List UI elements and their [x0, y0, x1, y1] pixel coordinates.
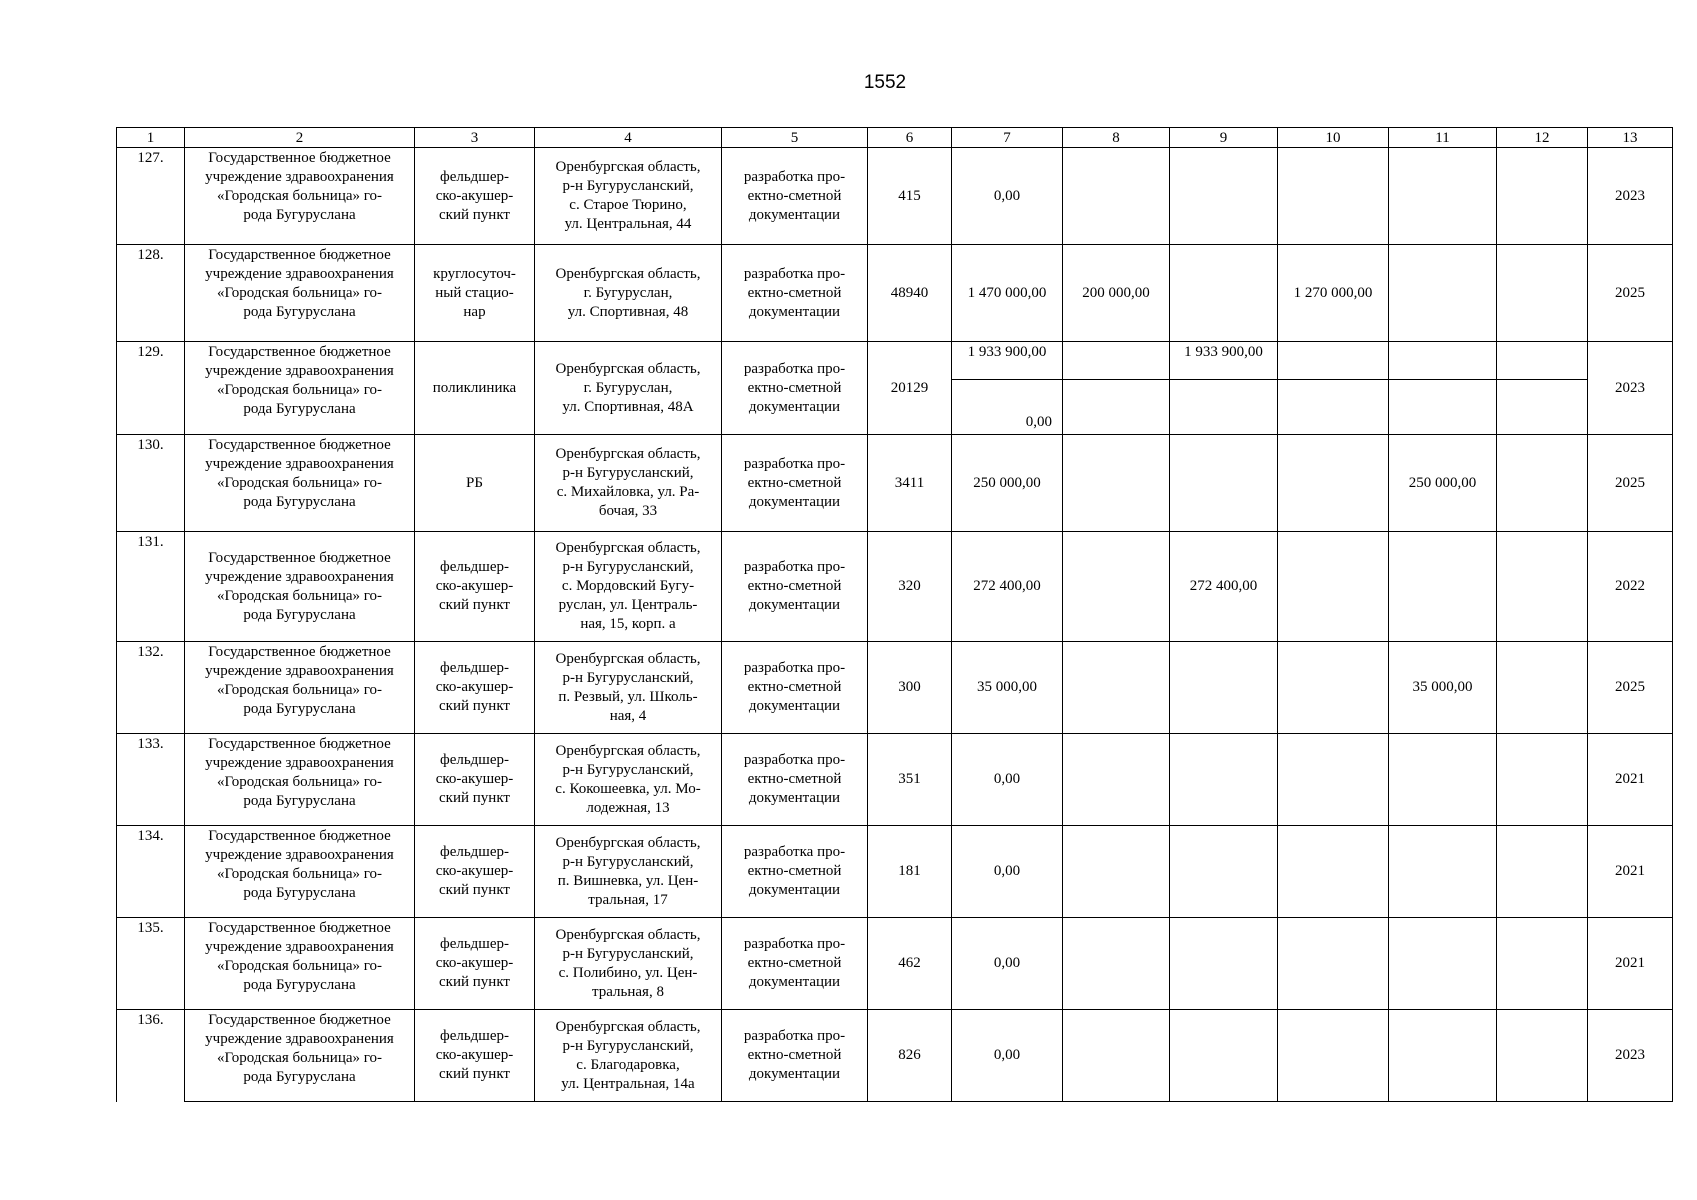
cost-col-8 [1063, 918, 1170, 1010]
cost-col-8 [1063, 148, 1170, 245]
cost-col-8 [1063, 826, 1170, 918]
facility-address: Оренбургская область, р-н Бугурусланский, с. Благодаровка, ул. Центральная, 14а [535, 1010, 722, 1102]
work-type: разработка про- ектно-сметной документации [722, 826, 868, 918]
cost-col-12 [1497, 734, 1588, 826]
column-header: 6 [868, 128, 952, 148]
column-header: 3 [415, 128, 535, 148]
year-value: 2023 [1588, 148, 1673, 245]
cost-col-12 [1497, 1010, 1588, 1102]
organization-name: Государственное бюджетное учреждение здравоохранения «Городская больница» го- рода Бугуруслана [185, 342, 415, 435]
page-number: 1552 [863, 72, 907, 93]
cost-col-11 [1389, 1010, 1497, 1102]
cost-total: 1 933 900,00 [952, 342, 1063, 380]
cost-col-10 [1278, 148, 1389, 245]
table-row [117, 532, 1673, 642]
cost-col-8: 200 000,00 [1063, 245, 1170, 342]
row-number: 132. [117, 642, 185, 734]
facility-address: Оренбургская область, р-н Бугурусланский, п. Вишневка, ул. Цен- тральная, 17 [535, 826, 722, 918]
cost-col-9 [1170, 826, 1278, 918]
facility-address: Оренбургская область, р-н Бугурусланский, с. Михайловка, ул. Ра- бочая, 33 [535, 435, 722, 532]
column-header: 11 [1389, 128, 1497, 148]
cost-col-10: 1 270 000,00 [1278, 245, 1389, 342]
year-value: 2025 [1588, 642, 1673, 734]
area-value: 3411 [868, 435, 952, 532]
facility-table [116, 127, 1673, 1102]
year-value: 2025 [1588, 245, 1673, 342]
organization-name: Государственное бюджетное учреждение здравоохранения «Городская больница» го- рода Бугуруслана [185, 1010, 415, 1102]
row-number: 130. [117, 435, 185, 532]
cost-col-10 [1278, 435, 1389, 532]
row-number: 133. [117, 734, 185, 826]
facility-type: фельдшер- ско-акушер- ский пункт [415, 148, 535, 245]
cost-total: 0,00 [952, 918, 1063, 1010]
area-value: 415 [868, 148, 952, 245]
cost-col-8 [1063, 734, 1170, 826]
column-header: 4 [535, 128, 722, 148]
organization-name: Государственное бюджетное учреждение здравоохранения «Городская больница» го- рода Бугуруслана [185, 435, 415, 532]
cost-col-9 [1170, 245, 1278, 342]
year-value: 2021 [1588, 826, 1673, 918]
column-header: 12 [1497, 128, 1588, 148]
table-row [117, 342, 1673, 380]
cost-col-8 [1063, 1010, 1170, 1102]
facility-address: Оренбургская область, г. Бугуруслан, ул. Спортивная, 48 [535, 245, 722, 342]
work-type: разработка про- ектно-сметной документации [722, 245, 868, 342]
row-number: 136. [117, 1010, 185, 1102]
table-row [117, 148, 1673, 245]
work-type: разработка про- ектно-сметной документации [722, 148, 868, 245]
cost-col-12 [1497, 532, 1588, 642]
empty-cell [1170, 380, 1278, 435]
facility-type: фельдшер- ско-акушер- ский пункт [415, 734, 535, 826]
facility-address: Оренбургская область, р-н Бугурусланский, с. Кокошеевка, ул. Мо- лодежная, 13 [535, 734, 722, 826]
cost-col-8 [1063, 342, 1170, 380]
cost-col-11: 35 000,00 [1389, 642, 1497, 734]
year-value: 2021 [1588, 734, 1673, 826]
cost-total: 0,00 [952, 826, 1063, 918]
cost-col-9: 272 400,00 [1170, 532, 1278, 642]
facility-type: фельдшер- ско-акушер- ский пункт [415, 642, 535, 734]
cost-col-12 [1497, 342, 1588, 380]
year-value: 2023 [1588, 342, 1673, 435]
work-type: разработка про- ектно-сметной документации [722, 642, 868, 734]
cost-col-10 [1278, 826, 1389, 918]
empty-cell [1497, 380, 1588, 435]
year-value: 2021 [1588, 918, 1673, 1010]
table-row [117, 1010, 1673, 1102]
table-row [117, 435, 1673, 532]
facility-type: РБ [415, 435, 535, 532]
area-value: 826 [868, 1010, 952, 1102]
cost-total: 1 470 000,00 [952, 245, 1063, 342]
column-header: 1 [117, 128, 185, 148]
empty-cell [1063, 380, 1170, 435]
organization-name: Государственное бюджетное учреждение здравоохранения «Городская больница» го- рода Бугуруслана [185, 918, 415, 1010]
cost-total: 250 000,00 [952, 435, 1063, 532]
cost-col-9 [1170, 918, 1278, 1010]
cost-col-12 [1497, 918, 1588, 1010]
cost-col-11 [1389, 245, 1497, 342]
facility-type: фельдшер- ско-акушер- ский пункт [415, 532, 535, 642]
cost-col-10 [1278, 1010, 1389, 1102]
cost-col-11: 250 000,00 [1389, 435, 1497, 532]
row-number: 131. [117, 532, 185, 642]
cost-col-12 [1497, 245, 1588, 342]
cost-col-8 [1063, 642, 1170, 734]
column-header: 9 [1170, 128, 1278, 148]
facility-type: круглосуточ- ный стацио- нар [415, 245, 535, 342]
row-number: 134. [117, 826, 185, 918]
cost-col-9 [1170, 642, 1278, 734]
area-value: 48940 [868, 245, 952, 342]
organization-name: Государственное бюджетное учреждение здравоохранения «Городская больница» го- рода Бугуруслана [185, 245, 415, 342]
year-value: 2025 [1588, 435, 1673, 532]
table-row [117, 734, 1673, 826]
table-row [117, 642, 1673, 734]
organization-name: Государственное бюджетное учреждение здравоохранения «Городская больница» го- рода Бугуруслана [185, 826, 415, 918]
organization-name: Государственное бюджетное учреждение здравоохранения «Городская больница» го- рода Бугуруслана [185, 148, 415, 245]
table-row [117, 245, 1673, 342]
cost-col-11 [1389, 342, 1497, 380]
empty-cell [1389, 380, 1497, 435]
column-header: 5 [722, 128, 868, 148]
cost-col-10 [1278, 918, 1389, 1010]
work-type: разработка про- ектно-сметной документации [722, 342, 868, 435]
area-value: 20129 [868, 342, 952, 435]
table-row [117, 826, 1673, 918]
cost-col-11 [1389, 532, 1497, 642]
cost-col-9 [1170, 1010, 1278, 1102]
facility-address: Оренбургская область, р-н Бугурусланский, с. Мордовский Бугу- руслан, ул. Централь- ная, 15, корп. а [535, 532, 722, 642]
cost-col-12 [1497, 826, 1588, 918]
facility-address: Оренбургская область, р-н Бугурусланский, с. Полибино, ул. Цен- тральная, 8 [535, 918, 722, 1010]
cost-total: 0,00 [952, 148, 1063, 245]
cost-total-secondary: 0,00 [952, 380, 1063, 435]
cost-col-12 [1497, 642, 1588, 734]
column-header: 10 [1278, 128, 1389, 148]
area-value: 462 [868, 918, 952, 1010]
cost-col-11 [1389, 826, 1497, 918]
cost-col-10 [1278, 642, 1389, 734]
table-row [117, 918, 1673, 1010]
cost-col-11 [1389, 148, 1497, 245]
cost-total: 0,00 [952, 734, 1063, 826]
year-value: 2022 [1588, 532, 1673, 642]
cost-col-8 [1063, 435, 1170, 532]
area-value: 320 [868, 532, 952, 642]
cost-col-10 [1278, 342, 1389, 380]
facility-type: поликлиника [415, 342, 535, 435]
work-type: разработка про- ектно-сметной документации [722, 532, 868, 642]
row-number: 127. [117, 148, 185, 245]
cost-col-12 [1497, 435, 1588, 532]
cost-col-9: 1 933 900,00 [1170, 342, 1278, 380]
column-header: 7 [952, 128, 1063, 148]
row-number: 129. [117, 342, 185, 435]
cost-col-9 [1170, 734, 1278, 826]
organization-name: Государственное бюджетное учреждение здравоохранения «Городская больница» го- рода Бугуруслана [185, 532, 415, 642]
area-value: 181 [868, 826, 952, 918]
column-header: 8 [1063, 128, 1170, 148]
cost-col-11 [1389, 918, 1497, 1010]
area-value: 300 [868, 642, 952, 734]
facility-type: фельдшер- ско-акушер- ский пункт [415, 918, 535, 1010]
cost-col-8 [1063, 532, 1170, 642]
facility-address: Оренбургская область, р-н Бугурусланский, с. Старое Тюрино, ул. Центральная, 44 [535, 148, 722, 245]
facility-address: Оренбургская область, р-н Бугурусланский, п. Резвый, ул. Школь- ная, 4 [535, 642, 722, 734]
area-value: 351 [868, 734, 952, 826]
row-number: 128. [117, 245, 185, 342]
work-type: разработка про- ектно-сметной документации [722, 1010, 868, 1102]
facility-type: фельдшер- ско-акушер- ский пункт [415, 826, 535, 918]
cost-col-12 [1497, 148, 1588, 245]
cost-col-10 [1278, 532, 1389, 642]
cost-col-9 [1170, 435, 1278, 532]
cost-total: 272 400,00 [952, 532, 1063, 642]
column-header: 13 [1588, 128, 1673, 148]
cost-col-10 [1278, 734, 1389, 826]
work-type: разработка про- ектно-сметной документации [722, 918, 868, 1010]
cost-col-9 [1170, 148, 1278, 245]
organization-name: Государственное бюджетное учреждение здравоохранения «Городская больница» го- рода Бугуруслана [185, 642, 415, 734]
work-type: разработка про- ектно-сметной документации [722, 435, 868, 532]
empty-cell [1278, 380, 1389, 435]
cost-total: 35 000,00 [952, 642, 1063, 734]
column-number-row [117, 128, 1673, 148]
facility-address: Оренбургская область, г. Бугуруслан, ул. Спортивная, 48А [535, 342, 722, 435]
row-number: 135. [117, 918, 185, 1010]
cost-total: 0,00 [952, 1010, 1063, 1102]
work-type: разработка про- ектно-сметной документации [722, 734, 868, 826]
organization-name: Государственное бюджетное учреждение здравоохранения «Городская больница» го- рода Бугуруслана [185, 734, 415, 826]
cost-col-11 [1389, 734, 1497, 826]
facility-type: фельдшер- ско-акушер- ский пункт [415, 1010, 535, 1102]
year-value: 2023 [1588, 1010, 1673, 1102]
column-header: 2 [185, 128, 415, 148]
